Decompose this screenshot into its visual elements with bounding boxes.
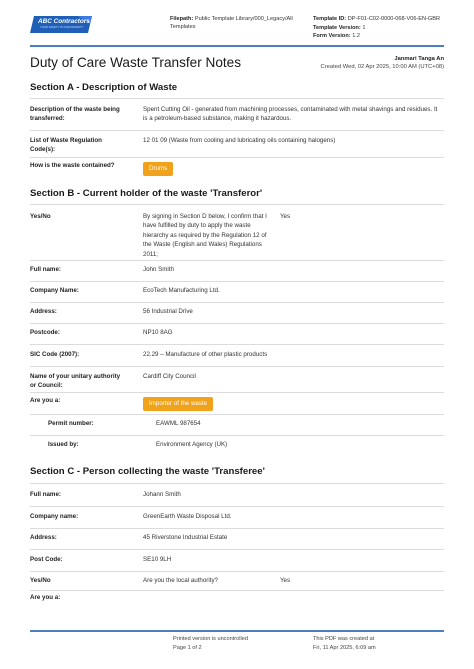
template-id-label: Template ID:: [313, 16, 347, 22]
divider: [30, 281, 444, 282]
transferor-role-badge: Importer of the waste: [143, 397, 213, 411]
transferor-postcode-value: NP10 8AG: [143, 329, 173, 336]
transferor-yesno-answer: Yes: [280, 213, 291, 220]
divider: [30, 98, 444, 99]
waste-description-label: Description of the waste being transferred:: [30, 106, 120, 123]
divider: [30, 590, 444, 591]
transferee-address-value: 45 Riverstone Industrial Estate: [143, 534, 228, 541]
waste-container-label: How is the waste contained?: [30, 162, 115, 169]
transferor-role-label: Are you a:: [30, 397, 61, 404]
logo-tagline: YOUR SAFETY IS OUR PRIORITY: [40, 26, 84, 29]
transferor-address-value: 56 Industrial Drive: [143, 308, 193, 315]
permit-number-label: Permit number:: [48, 420, 94, 427]
header-divider: [30, 45, 444, 47]
waste-description-value: Spent Cutting Oil - generated from machining processes, contaminated with metal shavings and residues. It is a petroleum-based substance, making it hazardous.: [143, 106, 438, 123]
transferee-role-label: Are you a:: [30, 594, 61, 601]
waste-codes-value: 12 01 09 (Waste from cooling and lubricating oils containing halogens): [143, 137, 336, 144]
pdf-created-date: Fri, 11 Apr 2025, 6:09 am: [313, 644, 376, 651]
template-version-value: 1: [362, 24, 366, 31]
divider: [30, 130, 444, 131]
printed-note: Printed version is uncontrolled: [173, 636, 248, 642]
divider: [30, 157, 444, 158]
divider: [30, 549, 444, 550]
permit-number-value: EAWML 987654: [156, 420, 201, 427]
page-header: [0, 0, 474, 48]
form-version-label: Form Version:: [313, 33, 351, 40]
divider: [30, 323, 444, 324]
transferor-address-label: Address:: [30, 308, 57, 315]
section-b-title: Section B - Current holder of the waste 'Transferor': [30, 188, 263, 199]
waste-container-badge: Drums: [143, 162, 173, 176]
section-c-title: Section C - Person collecting the waste 'Transferee': [30, 466, 265, 477]
divider: [30, 435, 444, 436]
page-number: Page 1 of 2: [173, 644, 202, 651]
divider: [30, 571, 444, 572]
transferor-fullname-value: John Smith: [143, 266, 174, 273]
transferor-confirmation-text: By signing in Section D below, I confirm that I have fulfilled by duty to apply the waste hierarchy as required by the Regulation 12 of the Waste (English and Wales) Regulations 2011;: [143, 213, 267, 258]
section-a-title: Section A - Description of Waste: [30, 82, 178, 93]
divider: [30, 483, 444, 484]
transferee-yesno-answer: Yes: [280, 577, 291, 584]
authority-value: Cardiff City Council: [143, 373, 196, 380]
transferee-fullname-value: Johann Smith: [143, 491, 181, 498]
transferee-postcode-value: SE10 9LH: [143, 556, 172, 563]
template-version-label: Template Version:: [313, 24, 361, 31]
divider: [30, 260, 444, 261]
pdf-created-label: This PDF was created at: [313, 636, 375, 642]
divider: [30, 344, 444, 345]
form-version-row: [313, 32, 463, 41]
created-timestamp: Created Wed, 02 Apr 2025, 10:00 AM (UTC+08): [320, 64, 444, 70]
page-title: Duty of Care Waste Transfer Notes: [30, 55, 242, 70]
transferee-postcode-label: Post Code:: [30, 556, 63, 563]
transferee-company-value: GreenEarth Waste Disposal Ltd.: [143, 513, 232, 520]
divider: [30, 528, 444, 529]
transferee-local-authority-question: Are you the local authority?: [143, 577, 218, 584]
authority-label: Name of your unitary authority or Council:: [30, 373, 121, 390]
divider: [30, 506, 444, 507]
sic-code-label: SIC Code (2007):: [30, 351, 80, 358]
template-id-value: DP-F01-C02-0000-068-V06-EN-GBR: [347, 16, 441, 22]
footer-divider: [30, 630, 444, 632]
issued-by-value: Environment Agency (UK): [156, 441, 228, 448]
template-meta: [313, 15, 463, 41]
transferee-company-label: Company name:: [30, 513, 79, 520]
transferee-fullname-label: Full name:: [30, 491, 61, 498]
template-version-row: [313, 24, 463, 33]
transferor-company-value: EcoTech Manufacturing Ltd.: [143, 287, 220, 294]
transferee-yesno-label: Yes/No: [30, 577, 51, 584]
footer-right: [313, 635, 376, 652]
footer-left: [173, 635, 248, 652]
filepath-label: Filepath:: [170, 16, 194, 22]
transferor-postcode-label: Postcode:: [30, 329, 60, 336]
filepath-value: Public Template Library/000_Legacy/All Templates: [170, 16, 293, 30]
logo-text: ABC Contractors: [38, 18, 90, 25]
divider: [30, 302, 444, 303]
divider: [30, 204, 444, 205]
form-version-value: 1.2: [352, 33, 360, 40]
divider: [30, 414, 444, 415]
template-id-row: [313, 15, 463, 24]
issued-by-label: Issued by:: [48, 441, 79, 448]
transferor-yesno-label: Yes/No: [30, 213, 51, 220]
divider: [30, 392, 444, 393]
author-name: Janmari Tanga An: [394, 56, 444, 62]
transferee-address-label: Address:: [30, 534, 57, 541]
transferor-company-label: Company Name:: [30, 287, 79, 294]
divider: [30, 366, 444, 367]
transferor-fullname-label: Full name:: [30, 266, 61, 273]
sic-code-value: 22.29 – Manufacture of other plastic products: [143, 351, 268, 358]
filepath-block: [170, 15, 300, 31]
waste-codes-label: List of Waste Regulation Code(s):: [30, 137, 102, 154]
